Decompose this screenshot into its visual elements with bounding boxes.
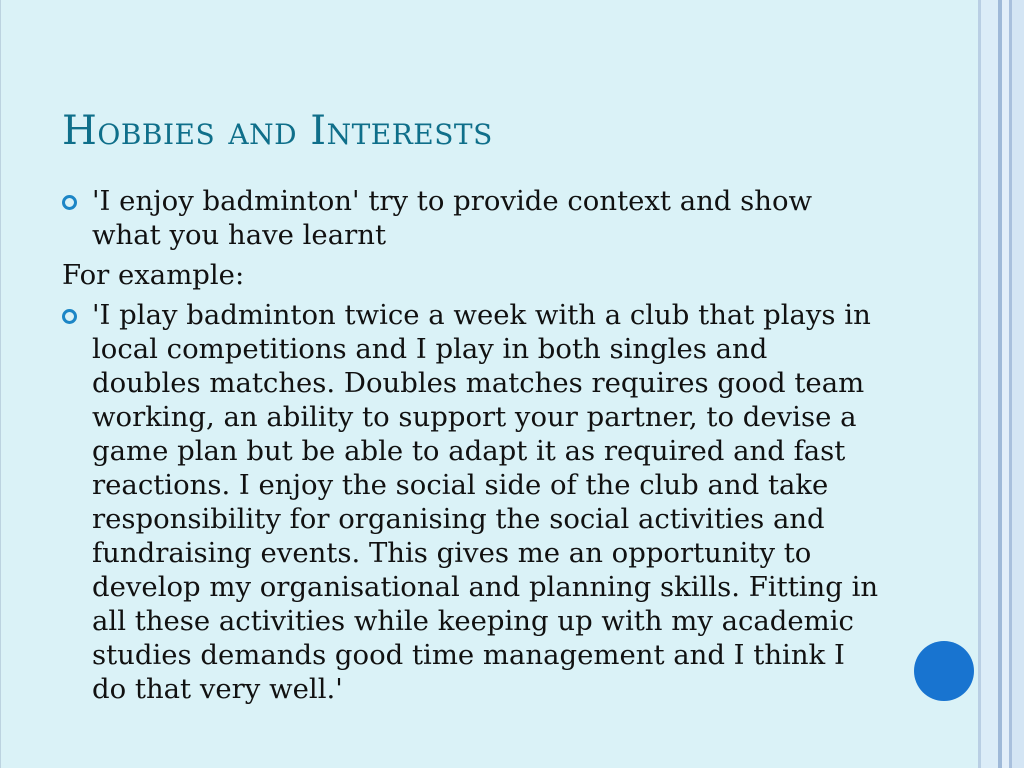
- slide-title: Hobbies and Interests: [62, 108, 493, 154]
- decorative-circle: [914, 641, 974, 701]
- stripe: [1002, 0, 1009, 768]
- bullet-item: [62, 298, 882, 706]
- slide-body: [62, 184, 882, 706]
- paragraph: For example:: [62, 259, 245, 291]
- ring-bullet-icon: [62, 195, 77, 210]
- slide-border: [0, 0, 1, 768]
- stripe: [981, 0, 998, 768]
- ring-bullet-icon: [62, 309, 77, 324]
- stripe: [1012, 0, 1024, 768]
- decorative-stripes: [978, 0, 1024, 768]
- bullet-item: [62, 184, 882, 252]
- bullet-text: 'I enjoy badminton' try to provide context and show what you have learnt: [92, 185, 813, 251]
- bullet-text: 'I play badminton twice a week with a club that plays in local competitions and I play in both singles and doubles matches. Doubles matches requires good team working, an ability to support your partner, to devise a game plan but be able to adapt it as required and fast reactions. I enjoy the social side of the club and take responsibility for organising the social activities and fundraising events. This gives me an opportunity to develop my organisational and planning skills. Fitting in all these activities while keeping up with my academic studies demands good time management and I think I do that very well.': [92, 299, 879, 705]
